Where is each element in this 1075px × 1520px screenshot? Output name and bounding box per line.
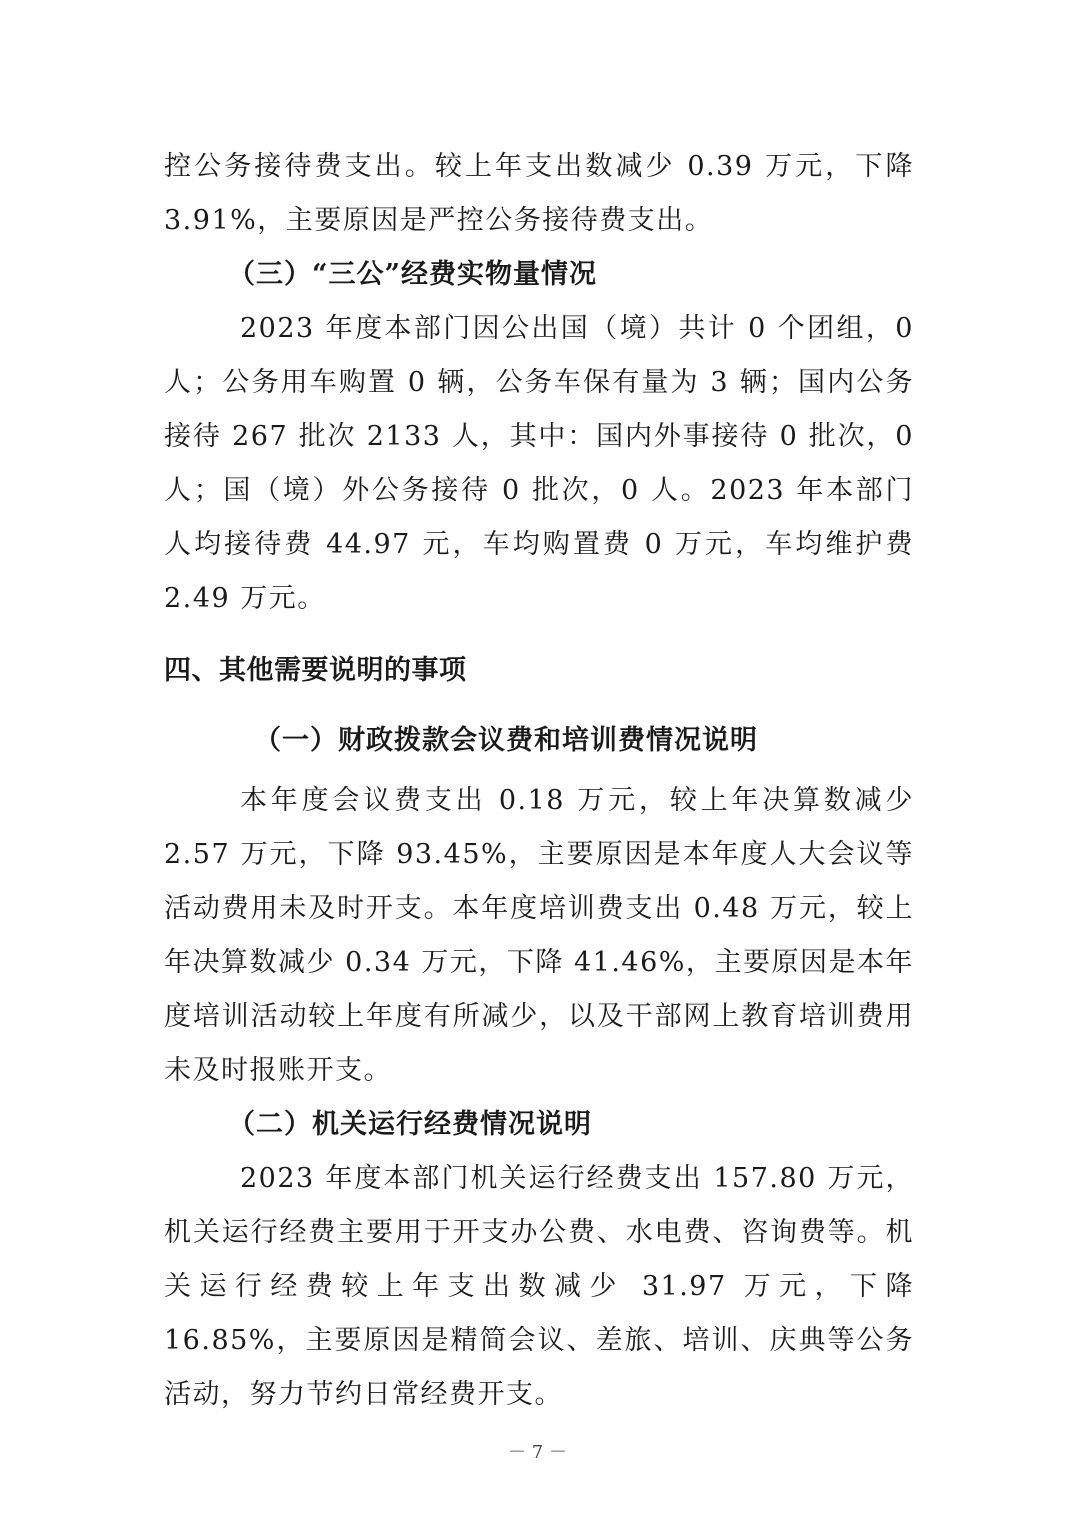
page-number: － 7 － bbox=[508, 1442, 567, 1463]
subheading-operating-expense: （二）机关运行经费情况说明 bbox=[228, 1109, 592, 1140]
paragraph-reception-expense: 控公务接待费支出。较上年支出数减少 0.39 万元，下降3.91%，主要原因是严控公务接待费支出。 bbox=[164, 151, 914, 236]
paragraph-operating-expense: 2023 年度本部门机关运行经费支出 157.80 万元，机关运行经费主要用于开支办公费、水电费、咨询费等。机关运行经费较上年支出数减少 31.97 万元，下降 16.85%，主要原因是精简会议、差旅、培训、庆典等公务活动，努力节约日常经费开支。 bbox=[164, 1163, 914, 1410]
section-heading-other-matters: 四、其他需要说明的事项 bbox=[164, 655, 467, 686]
document-body bbox=[164, 140, 914, 1422]
subheading-three-public-quantity: （三）“三公”经费实物量情况 bbox=[228, 259, 598, 290]
paragraph-meeting-training: 本年度会议费支出 0.18 万元，较上年决算数减少 2.57 万元，下降 93.45%，主要原因是本年度人大会议等活动费用未及时开支。本年度培训费支出 0.48 万元，较上年决算数减少 0.34 万元，下降 41.46%，主要原因是本年度培训活动较上年度有所减少，以及干部网上教育培训费用未及时报账开支。 bbox=[164, 785, 914, 1086]
subheading-meeting-training: （一）财政拨款会议费和培训费情况说明 bbox=[254, 725, 758, 756]
paragraph-physical-quantity: 2023 年度本部门因公出国（境）共计 0 个团组，0 人；公务用车购置 0 辆，公务车保有量为 3 辆；国内公务接待 267 批次 2133 人，其中：国内外事接待 0 批次，0 人；国（境）外公务接待 0 批次，0 人。2023 年本部门人均接待费 44.97 元，车均购置费 0 万元，车均维护费 2.49 万元。 bbox=[164, 313, 914, 614]
